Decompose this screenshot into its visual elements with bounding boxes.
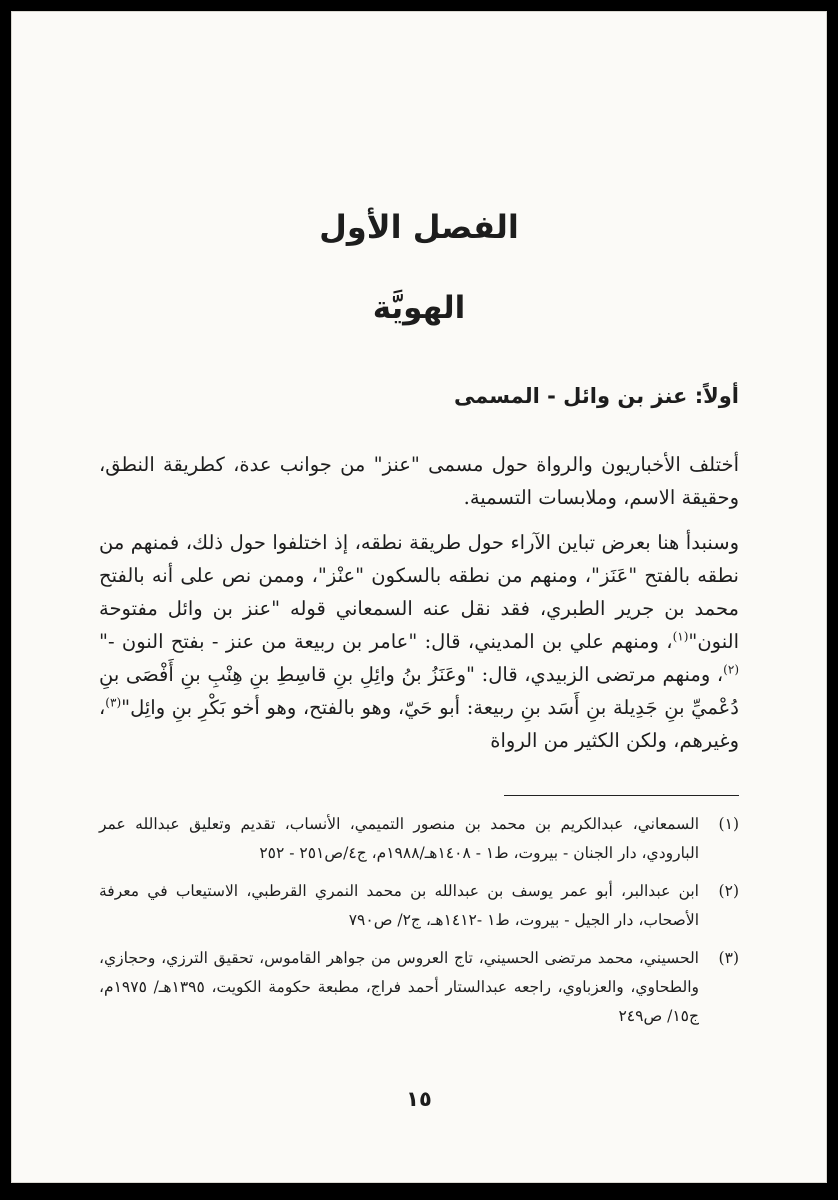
subsection-heading: أولاً: عنز بن وائل - المسمى xyxy=(453,384,739,408)
paragraph-2 xyxy=(99,526,739,757)
section-title: الهويَّة xyxy=(372,290,466,326)
footnote-number: (٣) xyxy=(718,949,739,967)
footnotes xyxy=(99,810,739,1040)
footnote-text: السمعاني، عبدالكريم بن محمد بن منصور التميمي، الأنساب، تقديم وتعليق عبدالله عمر البارودي، دار الجنان - بيروت، ط١ - ١٤٠٨هـ/١٩٨٨م، ج٤/ص٢٥١ - ٢٥٢ xyxy=(99,815,699,862)
paragraph-1: أختلف الأخباريون والرواة حول مسمى "عنز" من جوانب عدة، كطريقة النطق، وحقيقة الاسم، وملابسات التسمية. xyxy=(99,453,739,509)
paragraph-2-segment: ، وغيرهم، ولكن الكثير من الرواة xyxy=(99,696,739,752)
body-text xyxy=(99,448,739,769)
footnote-text: الحسيني، محمد مرتضى الحسيني، تاج العروس من جواهر القاموس، تحقيق الترزي، وحجازي، والطحاوي، والعزباوي، راجعه عبدالستار أحمد فراج، مطبعة حكومة الكويت، ١٣٩٥هـ/ ١٩٧٥م، ج١٥/ ص٢٤٩ xyxy=(99,949,699,1025)
footnote-separator xyxy=(504,795,739,796)
book-page xyxy=(11,11,827,1183)
footnote-2 xyxy=(99,877,739,935)
footnote-number: (٢) xyxy=(718,882,739,900)
footnote-3 xyxy=(99,944,739,1031)
footnote-reference-1[interactable]: (١) xyxy=(672,629,689,644)
footnote-reference-3[interactable]: (٣) xyxy=(105,695,122,710)
paragraph-2-segment: وسنبدأ هنا بعرض تباين الآراء حول طريقة نطقه، إذ اختلفوا حول ذلك، فمنهم من نطقه بالفتح "عَنَز"، ومنهم من نطقه بالسكون "عنْز"، وممن نص على أنه بالفتح محمد بن جرير الطبري، فقد نقل عنه السمعاني قوله "عنز بن وائل مفتوحة النون" xyxy=(99,531,739,653)
footnote-number: (١) xyxy=(718,815,739,833)
footnote-reference-2[interactable]: (٢) xyxy=(723,662,739,677)
footnote-1 xyxy=(99,810,739,868)
chapter-title: الفصل الأول xyxy=(319,208,519,246)
paragraph-2-segment: ، ومنهم مرتضى الزبيدي، قال: "وعَنَزُ بنُ وائِلِ بنِ قاسِطِ بنِ هِنْبِ بنِ أَفْصَى بنِ دُعْميِّ بنِ جَدِيلة بنِ أَسَد بنِ ربيعة: أبو حَيّ، وهو بالفتح، وهو أخو بَكْرِ بنِ وائِل" xyxy=(99,663,739,719)
page-number: ١٥ xyxy=(406,1087,432,1111)
footnote-text: ابن عبدالبر، أبو عمر يوسف بن عبدالله بن محمد النمري القرطبي، الاستيعاب في معرفة الأصحاب، دار الجيل - بيروت، ط١ -١٤١٢هـ، ج٢/ ص٧٩٠ xyxy=(99,882,699,929)
paragraph-2-segment: ، ومنهم علي بن المديني، قال: "عامر بن ربيعة من عنز - بفتح النون -" xyxy=(99,630,673,653)
